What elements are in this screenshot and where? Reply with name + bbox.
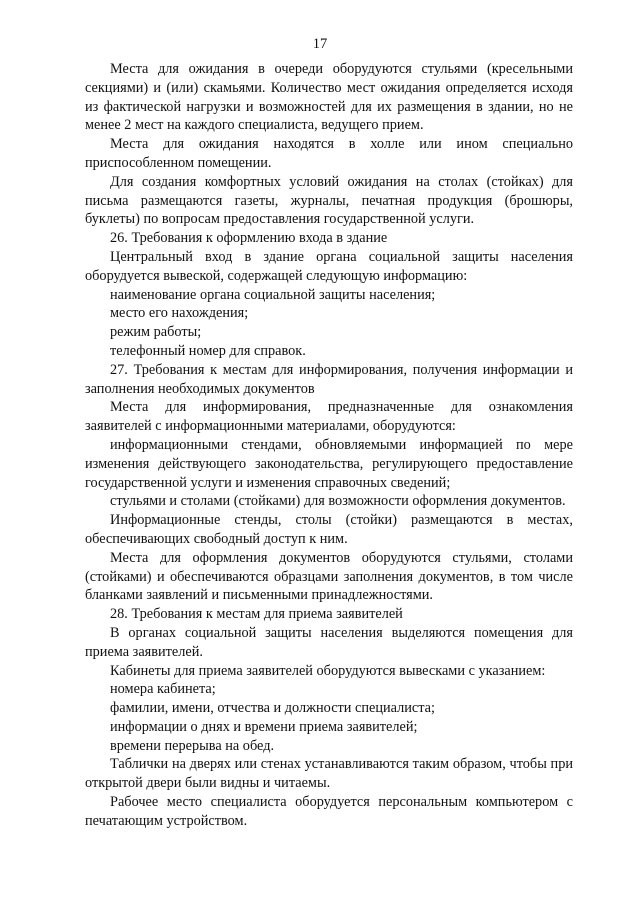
page-number: 17 — [312, 36, 328, 52]
paragraph: Центральный вход в здание органа социальной защиты населения оборудуется вывеской, содержащей следующую информацию: — [85, 248, 573, 284]
section-heading: 27. Требования к местам для информирования, получения информации и заполнения необходимых документов — [85, 361, 573, 397]
paragraph: Места для оформления документов оборудуются стульями, столами (стойками) и обеспечиваются образцами заполнения документов, в том числе бланками заявлений и письменными принадлежностями. — [85, 549, 573, 604]
list-item: наименование органа социальной защиты населения; — [110, 286, 436, 303]
paragraph: Для создания комфортных условий ожидания на столах (стойках) для письма размещаются газеты, журналы, печатная продукция (брошюры, буклеты) по вопросам предоставления государственной услуги. — [85, 173, 573, 228]
section-heading: 28. Требования к местам для приема заявителей — [110, 606, 403, 623]
list-item: телефонный номер для справок. — [110, 342, 306, 359]
list-item: информации о днях и времени приема заявителей; — [110, 718, 418, 735]
list-item: фамилии, имени, отчества и должности специалиста; — [110, 700, 435, 717]
list-item: стульями и столами (стойками) для возможности оформления документов. — [110, 493, 566, 510]
paragraph: Места для информирования, предназначенные для ознакомления заявителей с информационными материалами, оборудуются: — [85, 399, 573, 435]
paragraph: Места для ожидания в очереди оборудуются стульями (кресельными секциями) и (или) скамьями. Количество мест ожидания определяется исходя из фактической нагрузки и возможностей для их размещения в здании, но не менее 2 мест на каждого специалиста, ведущего прием. — [85, 61, 573, 134]
section-heading: 26. Требования к оформлению входа в здание — [110, 230, 388, 247]
list-item: номера кабинета; — [110, 681, 216, 698]
paragraph: Кабинеты для приема заявителей оборудуются вывесками с указанием: — [110, 662, 546, 679]
paragraph: В органах социальной защиты населения выделяются помещения для приема заявителей. — [85, 624, 573, 660]
list-item: времени перерыва на обед. — [110, 737, 275, 754]
paragraph: Таблички на дверях или стенах устанавливаются таким образом, чтобы при открытой двери были видны и читаемы. — [85, 756, 573, 792]
paragraph: Рабочее место специалиста оборудуется персональным компьютером с печатающим устройством. — [85, 794, 573, 829]
paragraph: Места для ожидания находятся в холле или ином специально приспособленном помещении. — [85, 136, 573, 171]
list-item: информационными стендами, обновляемыми информацией по мере изменения действующего законодательства, регулирующего предоставление государственной услуги и изменения справочных сведений; — [85, 436, 573, 491]
document-body — [85, 60, 573, 831]
list-item: режим работы; — [110, 324, 202, 341]
list-item: место его нахождения; — [110, 305, 249, 322]
paragraph: Информационные стенды, столы (стойки) размещаются в местах, обеспечивающих свободный доступ к ним. — [85, 512, 573, 547]
